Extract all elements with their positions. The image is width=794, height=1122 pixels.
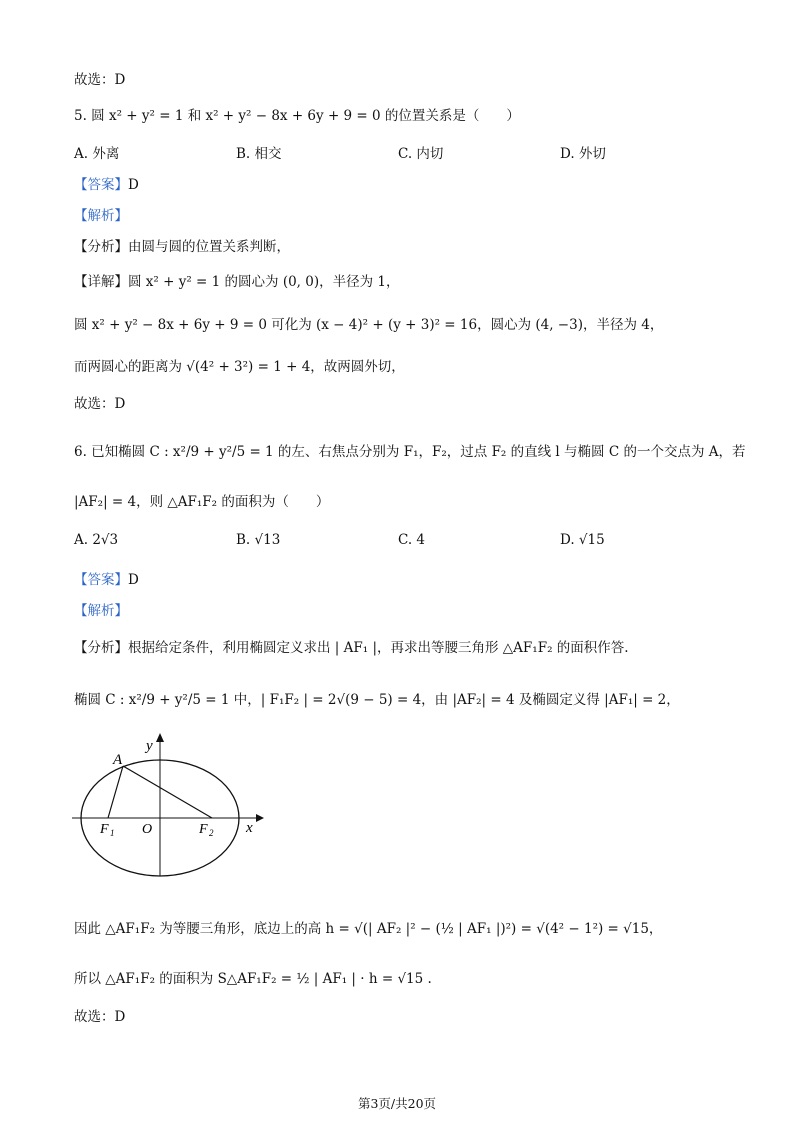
segment-af2 — [123, 766, 212, 818]
detail-text: 圆 x² + y² = 1 的圆心为 (0, 0)，半径为 1， — [128, 274, 400, 290]
label-f2-sub: 2 — [209, 828, 214, 838]
label-a: A — [113, 752, 123, 768]
analysis-summary-text-6: 根据给定条件，利用椭圆定义求出 | AF₁ |，再求出等腰三角形 △AF₁F₂ 的面积作答. — [128, 640, 629, 656]
answer-line-6 — [74, 568, 139, 588]
question-6-line-2: |AF₂| = 4，则 △AF₁F₂ 的面积为（ ） — [74, 494, 330, 510]
answer-choice-prev: 故选：D — [74, 72, 126, 88]
label-f1: F — [100, 822, 109, 837]
option-b-6: B. √13 — [236, 532, 281, 548]
detail-line-2: 圆 x² + y² − 8x + 6y + 9 = 0 可化为 (x − 4)² + (y + 3)² = 16，圆心为 (4, −3)，半径为 4， — [74, 317, 664, 333]
label-y: y — [146, 738, 153, 754]
detail-line-6-3: 因此 △AF₁F₂ 为等腰三角形，底边上的高 h = √(| AF₂ |² − (½ | AF₁ |)²) = √(4² − 1²) = √15， — [74, 921, 663, 937]
analysis-tag: 【解析】 — [74, 208, 128, 224]
answer-tag-6: 【答案】 — [74, 572, 128, 588]
question-5: 5. 圆 x² + y² = 1 和 x² + y² − 8x + 6y + 9 = 0 的位置关系是（ ） — [74, 108, 520, 124]
choice-line-6: 故选：D — [74, 1009, 126, 1025]
label-f2: F — [199, 822, 208, 837]
label-f1-sub: 1 — [110, 828, 115, 838]
detail-line-6-4: 所以 △AF₁F₂ 的面积为 S△AF₁F₂ = ½ | AF₁ | · h = √15 . — [74, 971, 432, 987]
choice-line-5: 故选：D — [74, 396, 126, 412]
analysis-summary-6 — [74, 636, 629, 656]
option-a: A. 外离 — [74, 146, 120, 162]
y-axis-arrow — [156, 733, 164, 742]
option-b: B. 相交 — [236, 146, 282, 162]
detail-line-3: 而两圆心的距离为 √(4² + 3²) = 1 + 4，故两圆外切， — [74, 359, 405, 375]
option-d-6: D. √15 — [560, 532, 605, 548]
analysis-summary-tag: 【分析】 — [74, 239, 128, 255]
analysis-summary — [74, 235, 290, 255]
segment-af1 — [108, 766, 123, 818]
detail-line-1 — [74, 270, 400, 290]
analysis-summary-tag-6: 【分析】 — [74, 640, 128, 656]
answer-value-6: D — [128, 572, 139, 588]
option-d: D. 外切 — [560, 146, 606, 162]
detail-tag: 【详解】 — [74, 274, 128, 290]
option-c-6: C. 4 — [398, 532, 426, 548]
answer-value: D — [128, 177, 139, 193]
answer-tag: 【答案】 — [74, 177, 128, 193]
question-6: 6. 已知椭圆 C : x²/9 + y²/5 = 1 的左、右焦点分别为 F₁，F₂，过点 F₂ 的直线 l 与椭圆 C 的一个交点为 A，若 — [74, 444, 746, 460]
analysis-summary-text: 由圆与圆的位置关系判断， — [128, 239, 290, 255]
option-c: C. 内切 — [398, 146, 444, 162]
ellipse-figure — [70, 730, 270, 878]
label-o: O — [142, 822, 153, 837]
answer-line — [74, 173, 139, 193]
x-axis-arrow — [256, 814, 264, 822]
label-x: x — [246, 820, 253, 836]
option-a-6: A. 2√3 — [74, 532, 119, 548]
detail-line-6-1: 椭圆 C : x²/9 + y²/5 = 1 中，| F₁F₂ | = 2√(9 − 5) = 4，由 |AF₂| = 4 及椭圆定义得 |AF₁| = 2， — [74, 692, 680, 708]
page-footer: 第3页/共20页 — [357, 1096, 437, 1111]
analysis-tag-6: 【解析】 — [74, 603, 128, 619]
